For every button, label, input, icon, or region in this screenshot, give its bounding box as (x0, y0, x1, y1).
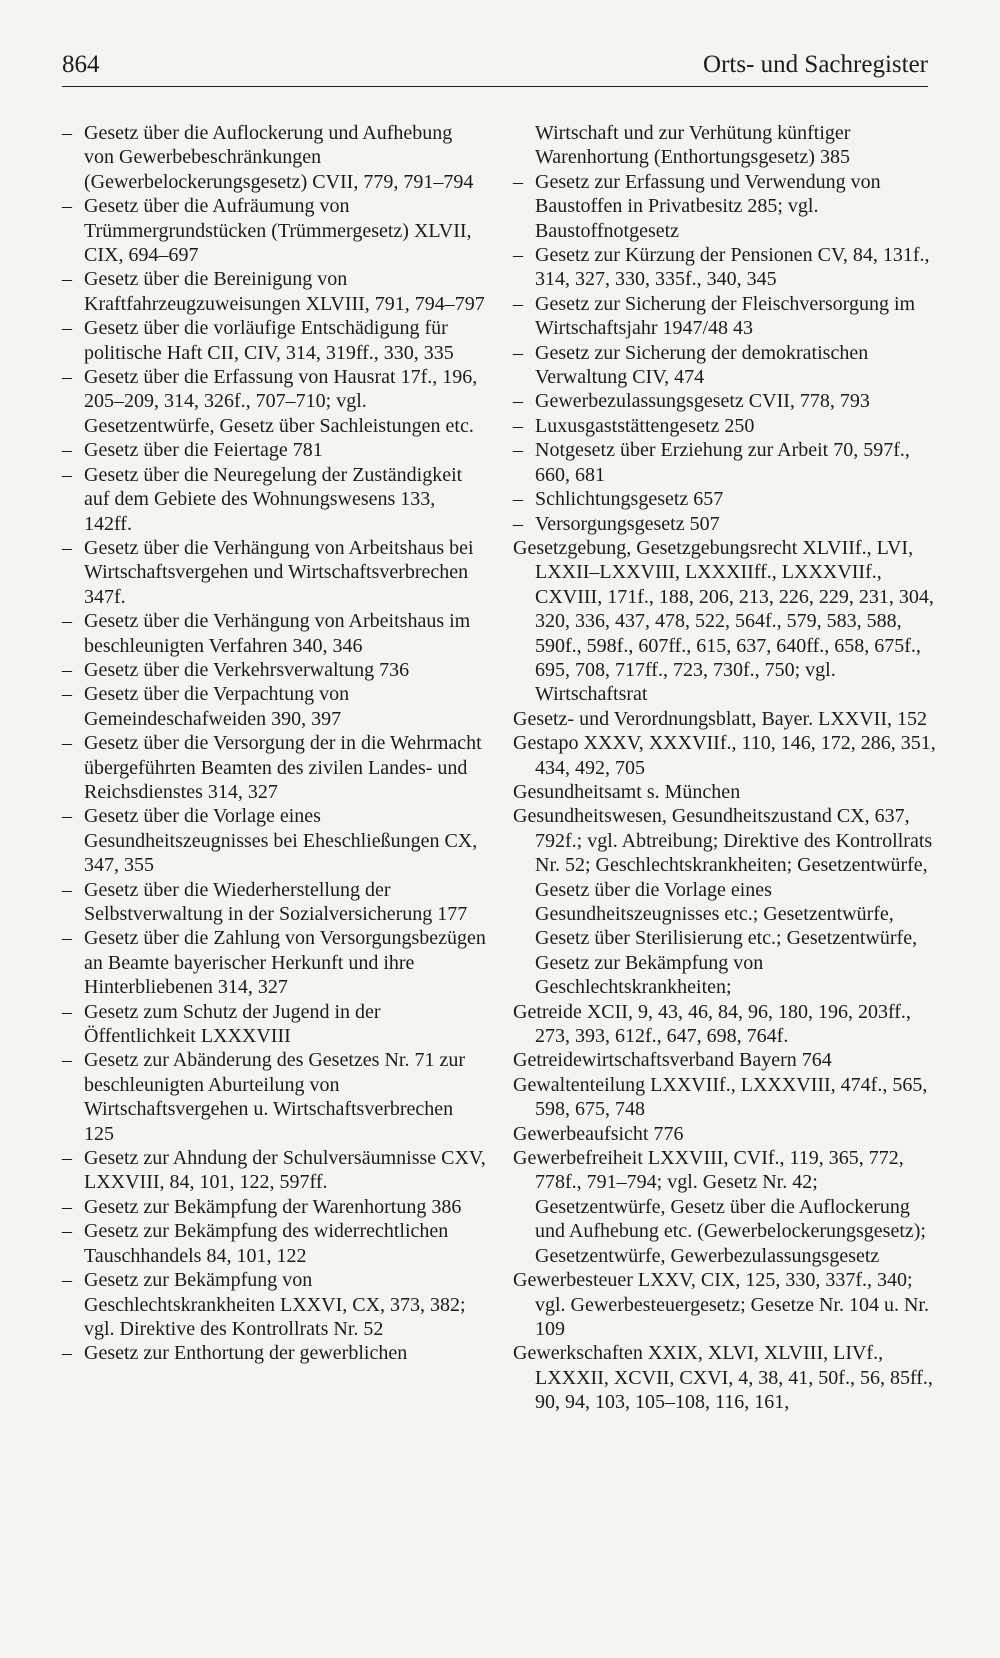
index-entry (62, 1219, 487, 1268)
index-entry-text: Gesetz über die Verkehrsverwaltung 736 (84, 658, 410, 681)
index-entry-text: Gewaltenteilung LXXVIIf., LXXXVIII, 474f., 565, 598, 675, 748 (513, 1073, 928, 1121)
index-entry (513, 389, 938, 413)
index-entry-text: Gewerbesteuer LXXV, CIX, 125, 330, 337f., 340; vgl. Gewerbesteuergesetz; Gesetze Nr. 104 u. Nr. 109 (513, 1269, 929, 1340)
dash-marker: – (62, 658, 72, 681)
index-entry (62, 365, 487, 438)
dash-marker: – (62, 122, 72, 144)
index-entry (62, 804, 487, 877)
index-entry-text: Gesundheitsamt s. München (513, 780, 741, 803)
index-entry-text: Gesetz über die Erfassung von Hausrat 17f., 196, 205–209, 314, 326f., 707–710; vgl. Gesetzentwürfe, Gesetz über Sachleistungen etc. (84, 366, 478, 437)
index-entry (62, 316, 487, 365)
index-entry-text: Gesetz über die Auflockerung und Aufhebung von Gewerbebeschränkungen (Gewerbelockerungsgesetz) CVII, 779, 791–794 (84, 122, 474, 193)
index-entry-text: Wirtschaft und zur Verhütung künftiger Warenhortung (Enthortungsgesetz) 385 (535, 122, 851, 169)
dash-marker: – (62, 1000, 72, 1023)
dash-marker: – (62, 366, 72, 389)
index-entry (513, 1048, 938, 1072)
index-entry (62, 267, 487, 316)
index-entry-text: Getreidewirtschaftsverband Bayern 764 (513, 1049, 832, 1072)
index-entry-text: Schlichtungsgesetz 657 (535, 488, 724, 511)
index-entry-text: Gesetz zur Sicherung der Fleischversorgung im Wirtschaftsjahr 1947/48 43 (535, 292, 916, 340)
dash-marker: – (62, 878, 72, 901)
index-entry (513, 707, 938, 731)
index-column-right (513, 121, 938, 1415)
index-entry (513, 512, 938, 536)
index-entry-text: Gesetz über die vorläufige Entschädigung für politische Haft CII, CIV, 314, 319ff., 330, 335 (84, 317, 454, 364)
index-entry-text: Gewerbezulassungsgesetz CVII, 778, 793 (535, 390, 870, 413)
index-entry-text: Gewerbeaufsicht 776 (513, 1122, 684, 1145)
dash-marker: – (62, 1195, 72, 1218)
index-entry (62, 121, 487, 194)
index-entry-text: Gesetz über die Verhängung von Arbeitshaus bei Wirtschaftsvergehen und Wirtschaftsverbrechen 347f. (84, 536, 474, 608)
index-entry (513, 1122, 938, 1146)
index-entry-text: Gesetz über die Zahlung von Versorgungsbezügen an Beamte bayerischer Herkunft und ihre Hinterbliebenen 314, 327 (84, 927, 486, 999)
index-entry (513, 804, 938, 999)
dash-marker: – (513, 439, 523, 462)
dash-marker: – (62, 439, 72, 462)
index-entry (62, 1268, 487, 1341)
dash-marker: – (62, 1147, 72, 1170)
dash-marker: – (513, 414, 523, 437)
dash-marker: – (62, 1220, 72, 1243)
index-entry (513, 487, 938, 511)
index-entry-text: Luxusgaststättengesetz 250 (535, 414, 755, 437)
index-entry-text: Gesundheitswesen, Gesundheitszustand CX, 637, 792f.; vgl. Abtreibung; Direktive des Kontrollrats Nr. 52; Geschlechtskrankheiten; Gesetzentwürfe, Gesetz über die Vorlage eines Gesundheitszeugnisses etc.; Gesetzentwürfe, Gesetz über Sterilisierung etc.; Gesetzentwürfe, Gesetz zur Bekämpfung von Geschlechtskrankheiten; (513, 805, 933, 999)
index-entry-text: Gesetz zur Ahndung der Schulversäumnisse CXV, LXXVIII, 84, 101, 122, 597ff. (84, 1147, 486, 1194)
index-entry (62, 1146, 487, 1195)
dash-marker: – (62, 610, 72, 633)
dash-marker: – (62, 195, 72, 218)
running-title: Orts- und Sachregister (703, 51, 928, 78)
index-entry (513, 243, 938, 292)
dash-marker: – (62, 536, 72, 559)
index-entry-text: Versorgungsgesetz 507 (535, 512, 720, 535)
dash-marker: – (62, 732, 72, 755)
index-entry (62, 194, 487, 267)
index-entry (62, 878, 487, 927)
index-entry-text: Gesetz über die Verpachtung von Gemeindeschafweiden 390, 397 (84, 683, 350, 730)
dash-marker: – (62, 927, 72, 950)
index-entry-text: Gewerkschaften XXIX, XLVI, XLVIII, LIVf., LXXXII, XCVII, CXVI, 4, 38, 41, 50f., 56, 85ff., 90, 94, 103, 105–108, 116, 161, (513, 1342, 933, 1414)
index-entry (513, 292, 938, 341)
index-entry-text: Gesetz über die Verhängung von Arbeitshaus im beschleunigten Verfahren 340, 346 (84, 610, 471, 657)
page-number: 864 (62, 51, 100, 78)
index-entry-text: Gesetz zum Schutz der Jugend in der Öffentlichkeit LXXXVIII (84, 1000, 381, 1048)
index-entry (513, 1268, 938, 1341)
index-entry (513, 121, 938, 170)
index-entry-text: Gesetz über die Vorlage eines Gesundheitszeugnisses bei Eheschließungen CX, 347, 355 (84, 805, 478, 877)
index-entry-text: Gesetz zur Kürzung der Pensionen CV, 84, 131f., 314, 327, 330, 335f., 340, 345 (535, 244, 930, 291)
index-entry-text: Gesetz zur Bekämpfung von Geschlechtskrankheiten LXXVI, CX, 373, 382; vgl. Direktive des Kontrollrats Nr. 52 (84, 1269, 466, 1340)
index-entry (62, 682, 487, 731)
index-entry (513, 536, 938, 707)
dash-marker: – (62, 1342, 72, 1365)
index-entry (62, 609, 487, 658)
index-entry-text: Gesetz zur Bekämpfung des widerrechtlichen Tauschhandels 84, 101, 122 (84, 1220, 449, 1267)
page-header (62, 48, 928, 87)
index-entry (62, 438, 487, 462)
dash-marker: – (513, 390, 523, 413)
dash-marker: – (62, 1049, 72, 1072)
index-entry (513, 438, 938, 487)
dash-marker: – (513, 170, 523, 193)
index-entry (62, 536, 487, 609)
index-entry (62, 926, 487, 999)
index-entry-text: Gesetz zur Erfassung und Verwendung von Baustoffen in Privatbesitz 285; vgl. Baustoffnotgesetz (535, 170, 881, 242)
index-entry (62, 731, 487, 804)
index-entry (62, 1000, 487, 1049)
index-entry-text: Gesetz zur Abänderung des Gesetzes Nr. 71 zur beschleunigten Aburteilung von Wirtschaftsvergehen u. Wirtschaftsverbrechen 125 (84, 1049, 465, 1145)
dash-marker: – (513, 512, 523, 535)
dash-marker: – (62, 317, 72, 340)
index-entry (513, 780, 938, 804)
index-entry (62, 463, 487, 536)
index-entry-text: Gesetz über die Bereinigung von Kraftfahrzeugzuweisungen XLVIII, 791, 794–797 (84, 268, 485, 315)
index-entry-text: Gewerbefreiheit LXXVIII, CVIf., 119, 365, 772, 778f., 791–794; vgl. Gesetz Nr. 42; Gesetzentwürfe, Gesetz über die Auflockerung und Aufhebung etc. (Gewerbelockerungsgesetz); Gesetzentwürfe, Gewerbezulassungsgesetz (513, 1147, 926, 1267)
index-entry-text: Getreide XCII, 9, 43, 46, 84, 96, 180, 196, 203ff., 273, 393, 612f., 647, 698, 764f. (513, 1000, 911, 1048)
index-entry-text: Gesetz über die Neuregelung der Zuständigkeit auf dem Gebiete des Wohnungswesens 133, 142ff. (84, 463, 463, 535)
dash-marker: – (513, 488, 523, 511)
index-entry (513, 170, 938, 243)
index-entry (62, 1048, 487, 1146)
index-entry-text: Gesetz über die Feiertage 781 (84, 439, 323, 462)
index-entry (513, 1000, 938, 1049)
dash-marker: – (513, 244, 523, 267)
index-entry (513, 1341, 938, 1414)
index-entry (62, 1341, 487, 1365)
index-entry-text: Gesetz über die Aufräumung von Trümmergrundstücken (Trümmergesetz) XLVII, CIX, 694–697 (84, 195, 472, 267)
dash-marker: – (62, 268, 72, 291)
index-entry-text: Gesetz- und Verordnungsblatt, Bayer. LXXVII, 152 (513, 707, 927, 730)
index-entry (513, 341, 938, 390)
index-entry-text: Gesetz zur Bekämpfung der Warenhortung 386 (84, 1195, 462, 1218)
index-entry (513, 414, 938, 438)
index-entry (513, 1146, 938, 1268)
index-entry-text: Notgesetz über Erziehung zur Arbeit 70, 597f., 660, 681 (535, 439, 910, 486)
dash-marker: – (62, 463, 72, 486)
dash-marker: – (513, 292, 523, 315)
index-entry-text: Gesetz über die Versorgung der in die Wehrmacht übergeführten Beamten des zivilen Landes- und Reichsdienstes 314, 327 (84, 732, 482, 803)
dash-marker: – (62, 1269, 72, 1292)
index-entry-text: Gesetz zur Enthortung der gewerblichen (84, 1342, 408, 1365)
dash-marker: – (513, 341, 523, 364)
index-entry-text: Gesetz über die Wiederherstellung der Selbstverwaltung in der Sozialversicherung 177 (84, 878, 468, 925)
index-entry-text: Gesetzgebung, Gesetzgebungsrecht XLVIIf., LVI, LXXII–LXXVIII, LXXXIIff., LXXXVIIf., CXVIII, 171f., 188, 206, 213, 226, 229, 231, 304, 320, 336, 437, 478, 522, 564f., 579, 583, 588, 590f., 598f., 607ff., 615, 637, 640ff., 658, 675f., 695, 708, 717ff., 723, 730f., 750; vgl. Wirtschaftsrat (513, 536, 934, 706)
index-entry (62, 658, 487, 682)
index-column-left (62, 121, 487, 1366)
index-entry-text: Gesetz zur Sicherung der demokratischen Verwaltung CIV, 474 (535, 341, 869, 389)
dash-marker: – (62, 805, 72, 828)
index-entry-text: Gestapo XXXV, XXXVIIf., 110, 146, 172, 286, 351, 434, 492, 705 (513, 732, 936, 779)
index-entry (62, 1195, 487, 1219)
dash-marker: – (62, 683, 72, 706)
index-entry (513, 731, 938, 780)
index-entry (513, 1073, 938, 1122)
